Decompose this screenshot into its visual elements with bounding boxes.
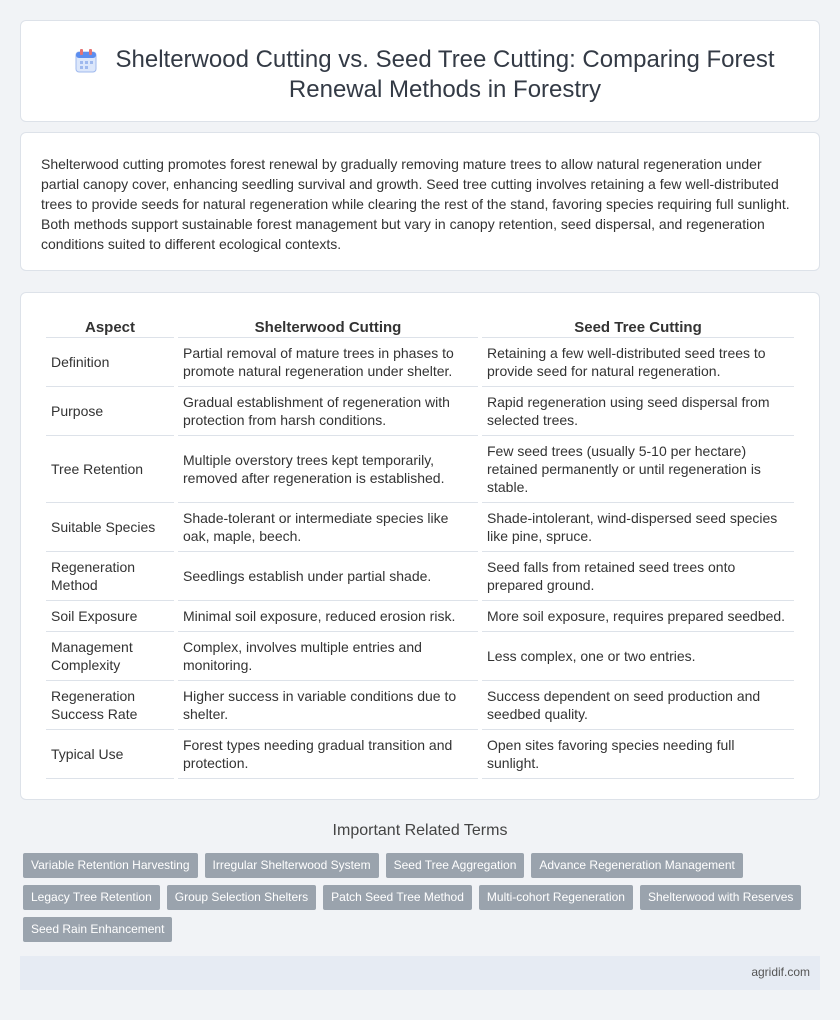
table-row	[46, 730, 794, 779]
cell-seed-tree: Success dependent on seed production and seedbed quality.	[482, 681, 794, 730]
footer	[20, 956, 820, 990]
table-row	[46, 338, 794, 387]
comparison-card	[20, 292, 820, 800]
table-row	[46, 436, 794, 503]
cell-shelterwood: Minimal soil exposure, reduced erosion risk.	[178, 601, 478, 632]
related-term-tag[interactable]: Shelterwood with Reserves	[640, 885, 801, 910]
cell-aspect: Suitable Species	[46, 503, 174, 552]
related-term-tag[interactable]: Variable Retention Harvesting	[23, 853, 198, 878]
cell-seed-tree: Seed falls from retained seed trees onto prepared ground.	[482, 552, 794, 601]
related-term-tag[interactable]: Group Selection Shelters	[167, 885, 316, 910]
related-terms-list	[23, 853, 803, 942]
table-row	[46, 601, 794, 632]
table-row	[46, 552, 794, 601]
cell-aspect: Definition	[46, 338, 174, 387]
cell-shelterwood: Seedlings establish under partial shade.	[178, 552, 478, 601]
related-term-tag[interactable]: Advance Regeneration Management	[531, 853, 742, 878]
related-term-tag[interactable]: Legacy Tree Retention	[23, 885, 160, 910]
table-row	[46, 387, 794, 436]
comparison-table	[42, 315, 798, 779]
related-term-tag[interactable]: Seed Rain Enhancement	[23, 917, 172, 942]
related-term-tag[interactable]: Irregular Shelterwood System	[205, 853, 379, 878]
cell-seed-tree: Retaining a few well-distributed seed trees to provide seed for natural regeneration.	[482, 338, 794, 387]
intro-card	[20, 132, 820, 271]
related-term-tag[interactable]: Seed Tree Aggregation	[386, 853, 525, 878]
cell-aspect: Regeneration Method	[46, 552, 174, 601]
calendar-icon	[75, 49, 97, 73]
cell-seed-tree: Rapid regeneration using seed dispersal from selected trees.	[482, 387, 794, 436]
cell-seed-tree: Less complex, one or two entries.	[482, 632, 794, 681]
table-header-row	[46, 315, 794, 338]
cell-aspect: Soil Exposure	[46, 601, 174, 632]
cell-aspect: Typical Use	[46, 730, 174, 779]
cell-aspect: Tree Retention	[46, 436, 174, 503]
related-terms-heading: Important Related Terms	[332, 822, 508, 839]
cell-shelterwood: Multiple overstory trees kept temporarily, removed after regeneration is established.	[178, 436, 478, 503]
cell-shelterwood: Shade-tolerant or intermediate species like oak, maple, beech.	[178, 503, 478, 552]
cell-shelterwood: Gradual establishment of regeneration with protection from harsh conditions.	[178, 387, 478, 436]
cell-aspect: Purpose	[46, 387, 174, 436]
footer-site-link[interactable]: agridif.com	[751, 965, 810, 979]
cell-shelterwood: Forest types needing gradual transition and protection.	[178, 730, 478, 779]
cell-shelterwood: Partial removal of mature trees in phases to promote natural regeneration under shelter.	[178, 338, 478, 387]
cell-aspect: Management Complexity	[46, 632, 174, 681]
title-card	[20, 20, 820, 122]
table-row	[46, 681, 794, 730]
header-shelterwood: Shelterwood Cutting	[178, 315, 478, 338]
related-term-tag[interactable]: Patch Seed Tree Method	[323, 885, 472, 910]
cell-seed-tree: Shade-intolerant, wind-dispersed seed species like pine, spruce.	[482, 503, 794, 552]
title-row	[21, 45, 819, 105]
cell-shelterwood: Higher success in variable conditions due to shelter.	[178, 681, 478, 730]
cell-seed-tree: Few seed trees (usually 5-10 per hectare) retained permanently or until regeneration is stable.	[482, 436, 794, 503]
header-seed-tree: Seed Tree Cutting	[482, 315, 794, 338]
cell-seed-tree: Open sites favoring species needing full sunlight.	[482, 730, 794, 779]
cell-seed-tree: More soil exposure, requires prepared seedbed.	[482, 601, 794, 632]
intro-paragraph: Shelterwood cutting promotes forest renewal by gradually removing mature trees to allow natural regeneration under partial canopy cover, enhancing seedling survival and growth. Seed tree cutting involves retaining a few well-distributed trees to provide seeds for natural regeneration while clearing the rest of the stand, favoring species requiring full sunlight. Both methods support sustainable forest management but vary in canopy retention, seed dispersal, and regeneration conditions suited to different ecological contexts.	[41, 156, 790, 252]
cell-shelterwood: Complex, involves multiple entries and monitoring.	[178, 632, 478, 681]
table-row	[46, 632, 794, 681]
related-term-tag[interactable]: Multi-cohort Regeneration	[479, 885, 633, 910]
table-row	[46, 503, 794, 552]
cell-aspect: Regeneration Success Rate	[46, 681, 174, 730]
header-aspect: Aspect	[46, 315, 174, 338]
page-title: Shelterwood Cutting vs. Seed Tree Cutting: Comparing Forest Renewal Methods in Forestry	[115, 46, 775, 103]
